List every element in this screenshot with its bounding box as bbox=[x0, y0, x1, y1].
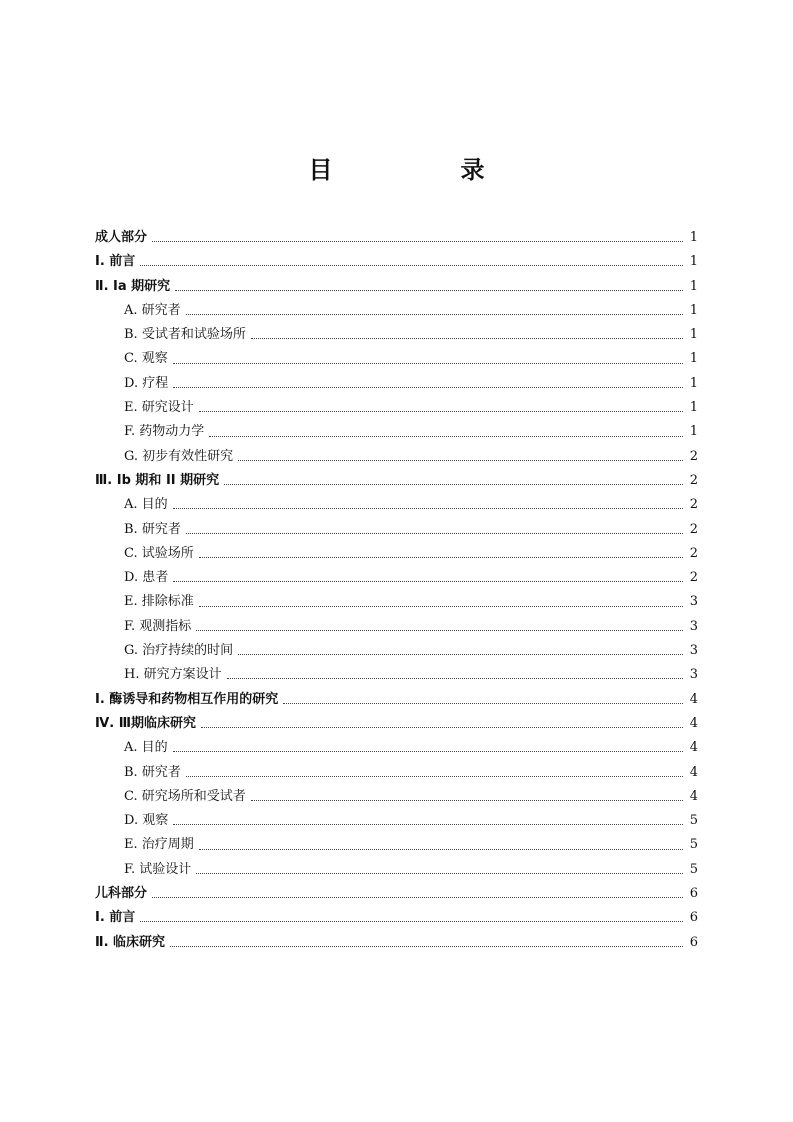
toc-entry-label: D. 观察 bbox=[124, 813, 169, 829]
toc-entry bbox=[95, 736, 698, 760]
dot-leader bbox=[140, 264, 683, 266]
dot-leader bbox=[199, 605, 683, 607]
dot-leader bbox=[173, 750, 683, 752]
dot-leader bbox=[175, 289, 683, 291]
dot-leader bbox=[238, 459, 683, 461]
dot-leader bbox=[170, 945, 683, 947]
toc-entry bbox=[95, 323, 698, 347]
dot-leader bbox=[251, 337, 683, 339]
toc-entry-label: F. 药物动力学 bbox=[124, 424, 205, 440]
toc-entry bbox=[95, 518, 698, 542]
toc-entry-label: Ⅱ. 临床研究 bbox=[95, 934, 166, 950]
toc-entry-page: 4 bbox=[689, 740, 698, 756]
toc-entry bbox=[95, 566, 698, 590]
dot-leader bbox=[186, 313, 683, 315]
toc-entry bbox=[95, 226, 698, 250]
toc-entry-label: A. 目的 bbox=[124, 497, 168, 513]
toc-entry-page: 6 bbox=[689, 910, 698, 926]
toc-entry-label: D. 患者 bbox=[124, 570, 169, 586]
toc-entry-label: F. 观测指标 bbox=[124, 618, 192, 634]
toc-entry bbox=[95, 250, 698, 274]
toc-entry-page: 1 bbox=[689, 351, 698, 367]
toc-entry bbox=[95, 347, 698, 371]
toc-entry-page: 2 bbox=[689, 472, 698, 488]
toc-entry-label: C. 观察 bbox=[124, 351, 168, 367]
toc-entry bbox=[95, 299, 698, 323]
dot-leader bbox=[152, 240, 683, 242]
toc-entry-label: D. 疗程 bbox=[124, 375, 169, 391]
toc-entry-page: 3 bbox=[689, 667, 698, 683]
dot-leader bbox=[196, 629, 683, 631]
toc-entry-page: 2 bbox=[689, 448, 698, 464]
table-of-contents bbox=[95, 226, 698, 955]
dot-leader bbox=[283, 702, 683, 704]
toc-entry-page: 6 bbox=[689, 886, 698, 902]
dot-leader bbox=[173, 386, 683, 388]
toc-entry-label: Ⅰ. 酶诱导和药物相互作用的研究 bbox=[95, 691, 279, 707]
toc-entry-label: C. 试验场所 bbox=[124, 545, 194, 561]
toc-entry-label: F. 试验设计 bbox=[124, 861, 192, 877]
toc-entry-page: 1 bbox=[689, 375, 698, 391]
toc-entry bbox=[95, 493, 698, 517]
toc-entry-page: 5 bbox=[689, 813, 698, 829]
dot-leader bbox=[173, 580, 683, 582]
toc-entry-label: 儿科部分 bbox=[95, 886, 148, 902]
toc-entry-page: 5 bbox=[689, 837, 698, 853]
toc-entry-page: 4 bbox=[689, 715, 698, 731]
dot-leader bbox=[224, 483, 683, 485]
toc-entry bbox=[95, 858, 698, 882]
toc-entry-label: C. 研究场所和受试者 bbox=[124, 788, 246, 804]
dot-leader bbox=[199, 410, 683, 412]
dot-leader bbox=[140, 920, 683, 922]
dot-leader bbox=[152, 896, 683, 898]
toc-entry-label: 成人部分 bbox=[95, 230, 148, 245]
toc-entry bbox=[95, 809, 698, 833]
toc-entry-label: E. 治疗周期 bbox=[124, 837, 194, 853]
toc-entry bbox=[95, 639, 698, 663]
dot-leader bbox=[251, 799, 683, 801]
dot-leader bbox=[227, 677, 683, 679]
toc-entry bbox=[95, 275, 698, 299]
dot-leader bbox=[173, 823, 683, 825]
dot-leader bbox=[173, 362, 683, 364]
dot-leader bbox=[199, 556, 683, 558]
toc-entry-label: Ⅰ. 前言 bbox=[95, 254, 136, 270]
toc-entry bbox=[95, 833, 698, 857]
dot-leader bbox=[238, 653, 683, 655]
toc-entry-page: 1 bbox=[689, 254, 698, 270]
toc-entry-page: 4 bbox=[689, 764, 698, 780]
toc-entry bbox=[95, 396, 698, 420]
toc-entry-page: 3 bbox=[689, 594, 698, 610]
toc-entry-label: G. 初步有效性研究 bbox=[124, 448, 234, 464]
toc-entry bbox=[95, 420, 698, 444]
toc-entry-label: E. 排除标准 bbox=[124, 594, 194, 610]
toc-entry-page: 1 bbox=[689, 278, 698, 294]
toc-entry-page: 1 bbox=[689, 302, 698, 318]
toc-entry bbox=[95, 615, 698, 639]
toc-entry-label: A. 研究者 bbox=[124, 302, 181, 318]
toc-entry-page: 5 bbox=[689, 861, 698, 877]
toc-entry-page: 4 bbox=[689, 788, 698, 804]
toc-entry-page: 6 bbox=[689, 934, 698, 950]
toc-entry-label: Ⅰ. 前言 bbox=[95, 910, 136, 926]
toc-entry-label: B. 研究者 bbox=[124, 521, 181, 537]
dot-leader bbox=[209, 435, 683, 437]
toc-entry-page: 4 bbox=[689, 691, 698, 707]
toc-entry bbox=[95, 372, 698, 396]
dot-leader bbox=[196, 872, 683, 874]
toc-entry-page: 3 bbox=[689, 643, 698, 659]
dot-leader bbox=[173, 507, 683, 509]
toc-entry-label: Ⅲ. Ib 期和 II 期研究 bbox=[95, 472, 220, 488]
toc-entry-label: G. 治疗持续的时间 bbox=[124, 643, 234, 659]
toc-entry bbox=[95, 445, 698, 469]
toc-entry-page: 2 bbox=[689, 570, 698, 586]
toc-entry-label: B. 受试者和试验场所 bbox=[124, 327, 246, 343]
toc-entry bbox=[95, 542, 698, 566]
toc-entry-label: E. 研究设计 bbox=[124, 400, 194, 416]
dot-leader bbox=[186, 775, 683, 777]
toc-entry bbox=[95, 761, 698, 785]
toc-entry-label: H. 研究方案设计 bbox=[124, 667, 222, 683]
toc-entry bbox=[95, 785, 698, 809]
toc-entry bbox=[95, 663, 698, 687]
toc-entry-page: 2 bbox=[689, 497, 698, 513]
toc-entry-page: 1 bbox=[689, 230, 698, 245]
toc-entry-label: A. 目的 bbox=[124, 740, 168, 756]
toc-entry bbox=[95, 469, 698, 493]
dot-leader bbox=[201, 726, 683, 728]
toc-entry bbox=[95, 882, 698, 906]
toc-entry-page: 1 bbox=[689, 424, 698, 440]
toc-entry bbox=[95, 688, 698, 712]
toc-entry bbox=[95, 590, 698, 614]
toc-entry-page: 2 bbox=[689, 521, 698, 537]
toc-entry bbox=[95, 931, 698, 955]
toc-entry-page: 1 bbox=[689, 400, 698, 416]
toc-entry-label: Ⅱ. Ia 期研究 bbox=[95, 278, 171, 294]
toc-entry bbox=[95, 712, 698, 736]
page-title: 目 录 bbox=[308, 156, 537, 184]
toc-entry-page: 2 bbox=[689, 545, 698, 561]
toc-entry-page: 1 bbox=[689, 327, 698, 343]
toc-entry-page: 3 bbox=[689, 618, 698, 634]
dot-leader bbox=[199, 848, 683, 850]
toc-entry bbox=[95, 906, 698, 930]
dot-leader bbox=[186, 532, 683, 534]
toc-entry-label: B. 研究者 bbox=[124, 764, 181, 780]
toc-entry-label: Ⅳ. Ⅲ期临床研究 bbox=[95, 715, 197, 731]
